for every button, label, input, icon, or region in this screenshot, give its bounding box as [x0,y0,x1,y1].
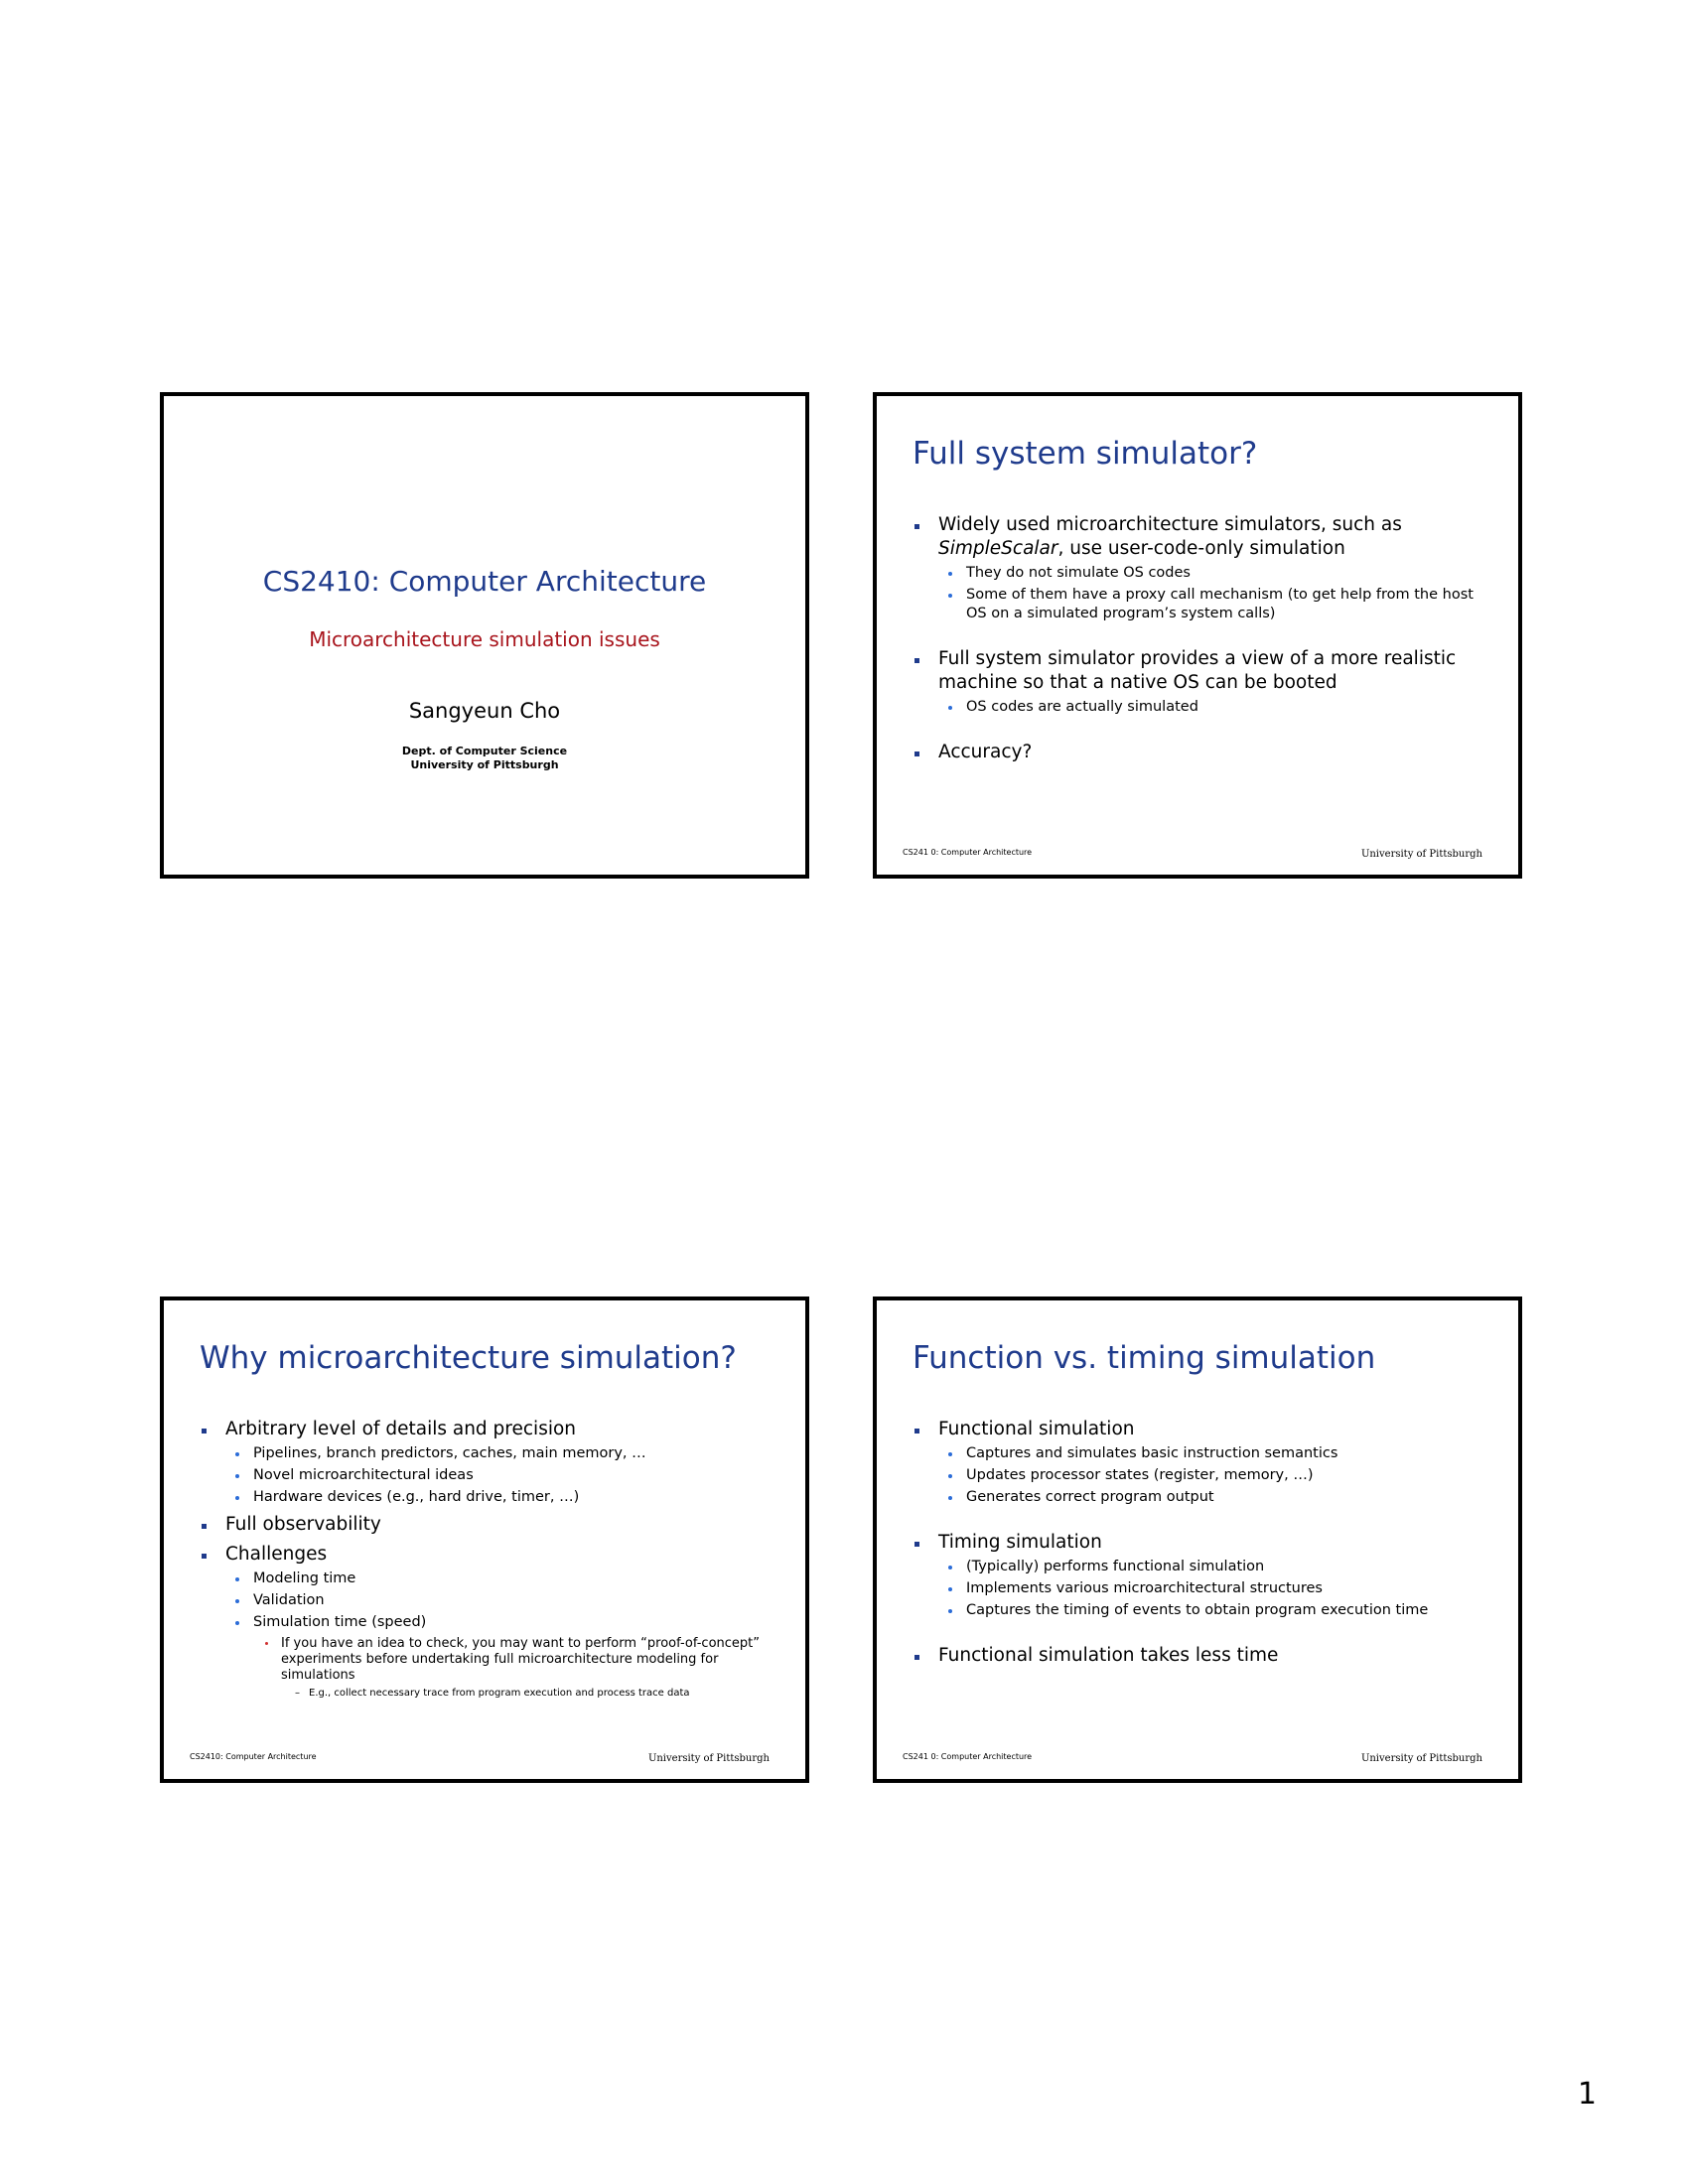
lecture-subtitle: Microarchitecture simulation issues [309,627,660,651]
slide-why-simulation [160,1297,809,1783]
bullet: Challenges [200,1543,781,1567]
bullet: Timing simulation [913,1531,1494,1555]
sub-bullet: Some of them have a proxy call mechanism (to get help from the host OS on a simulated program’s system calls) [913,586,1494,623]
dash-bullet: – E.g., collect necessary trace from program execution and process trace data [200,1687,781,1701]
bullet: Functional simulation [913,1418,1494,1441]
bullet: Arbitrary level of details and precision [200,1418,781,1441]
bullet-emphasis: SimpleScalar [938,538,1058,559]
slide-title: Function vs. timing simulation [913,1340,1376,1376]
footer-course: CS2410: Computer Architecture [190,1752,317,1761]
sub-bullet: Updates processor states (register, memory, …) [913,1466,1494,1485]
bullet: Full observability [200,1513,781,1537]
university-line: University of Pittsburgh [410,758,559,771]
title-block [164,565,805,772]
bullet: Functional simulation takes less time [913,1644,1494,1668]
slide-title: Full system simulator? [913,436,1258,472]
sub-bullet: (Typically) performs functional simulation [913,1558,1494,1576]
sub-bullet: They do not simulate OS codes [913,564,1494,583]
course-title: CS2410: Computer Architecture [262,565,707,598]
sub-bullet: Captures the timing of events to obtain program execution time [913,1601,1494,1620]
slide-body [913,1418,1494,1668]
footer-university: University of Pittsburgh [1360,1753,1482,1764]
sub-bullet: Modeling time [200,1570,781,1588]
slide-title: Why microarchitecture simulation? [200,1340,737,1376]
sub-bullet: Validation [200,1591,781,1610]
footer-course: CS241 0: Computer Architecture [903,1752,1033,1761]
slide-body [200,1418,781,1701]
sub-bullet: Generates correct program output [913,1488,1494,1507]
slide-title-page [160,392,809,879]
footer-course: CS241 0: Computer Architecture [903,848,1033,857]
sub-bullet: Novel microarchitectural ideas [200,1466,781,1485]
bullet: Accuracy? [913,741,1494,764]
footer-university: University of Pittsburgh [647,1753,770,1764]
sub-bullet: Simulation time (speed) [200,1613,781,1632]
slide-body [913,513,1494,764]
bullet-text: Widely used microarchitecture simulators, such as [938,514,1402,535]
page-number: 1 [1577,2077,1597,2112]
footer-university: University of Pittsburgh [1360,849,1482,860]
sub-bullet: Pipelines, branch predictors, caches, main memory, … [200,1444,781,1463]
sub-bullet: Implements various microarchitectural structures [913,1579,1494,1598]
bullet [913,513,1494,561]
department-line: Dept. of Computer Science [401,745,568,757]
sub-bullet: Hardware devices (e.g., hard drive, timer, …) [200,1488,781,1507]
bullet: Full system simulator provides a view of a more realistic machine so that a native OS can be booted [913,647,1494,695]
author-name: Sangyeun Cho [408,699,561,723]
slide-full-system-simulator [873,392,1522,879]
bullet-text: , use user-code-only simulation [1057,538,1345,559]
slide-function-vs-timing [873,1297,1522,1783]
sub-sub-bullet: If you have an idea to check, you may want to perform “proof-of-concept” experiments before undertaking full microarchitecture modeling for simulations [200,1636,781,1684]
sub-bullet: OS codes are actually simulated [913,698,1494,717]
sub-bullet: Captures and simulates basic instruction semantics [913,1444,1494,1463]
